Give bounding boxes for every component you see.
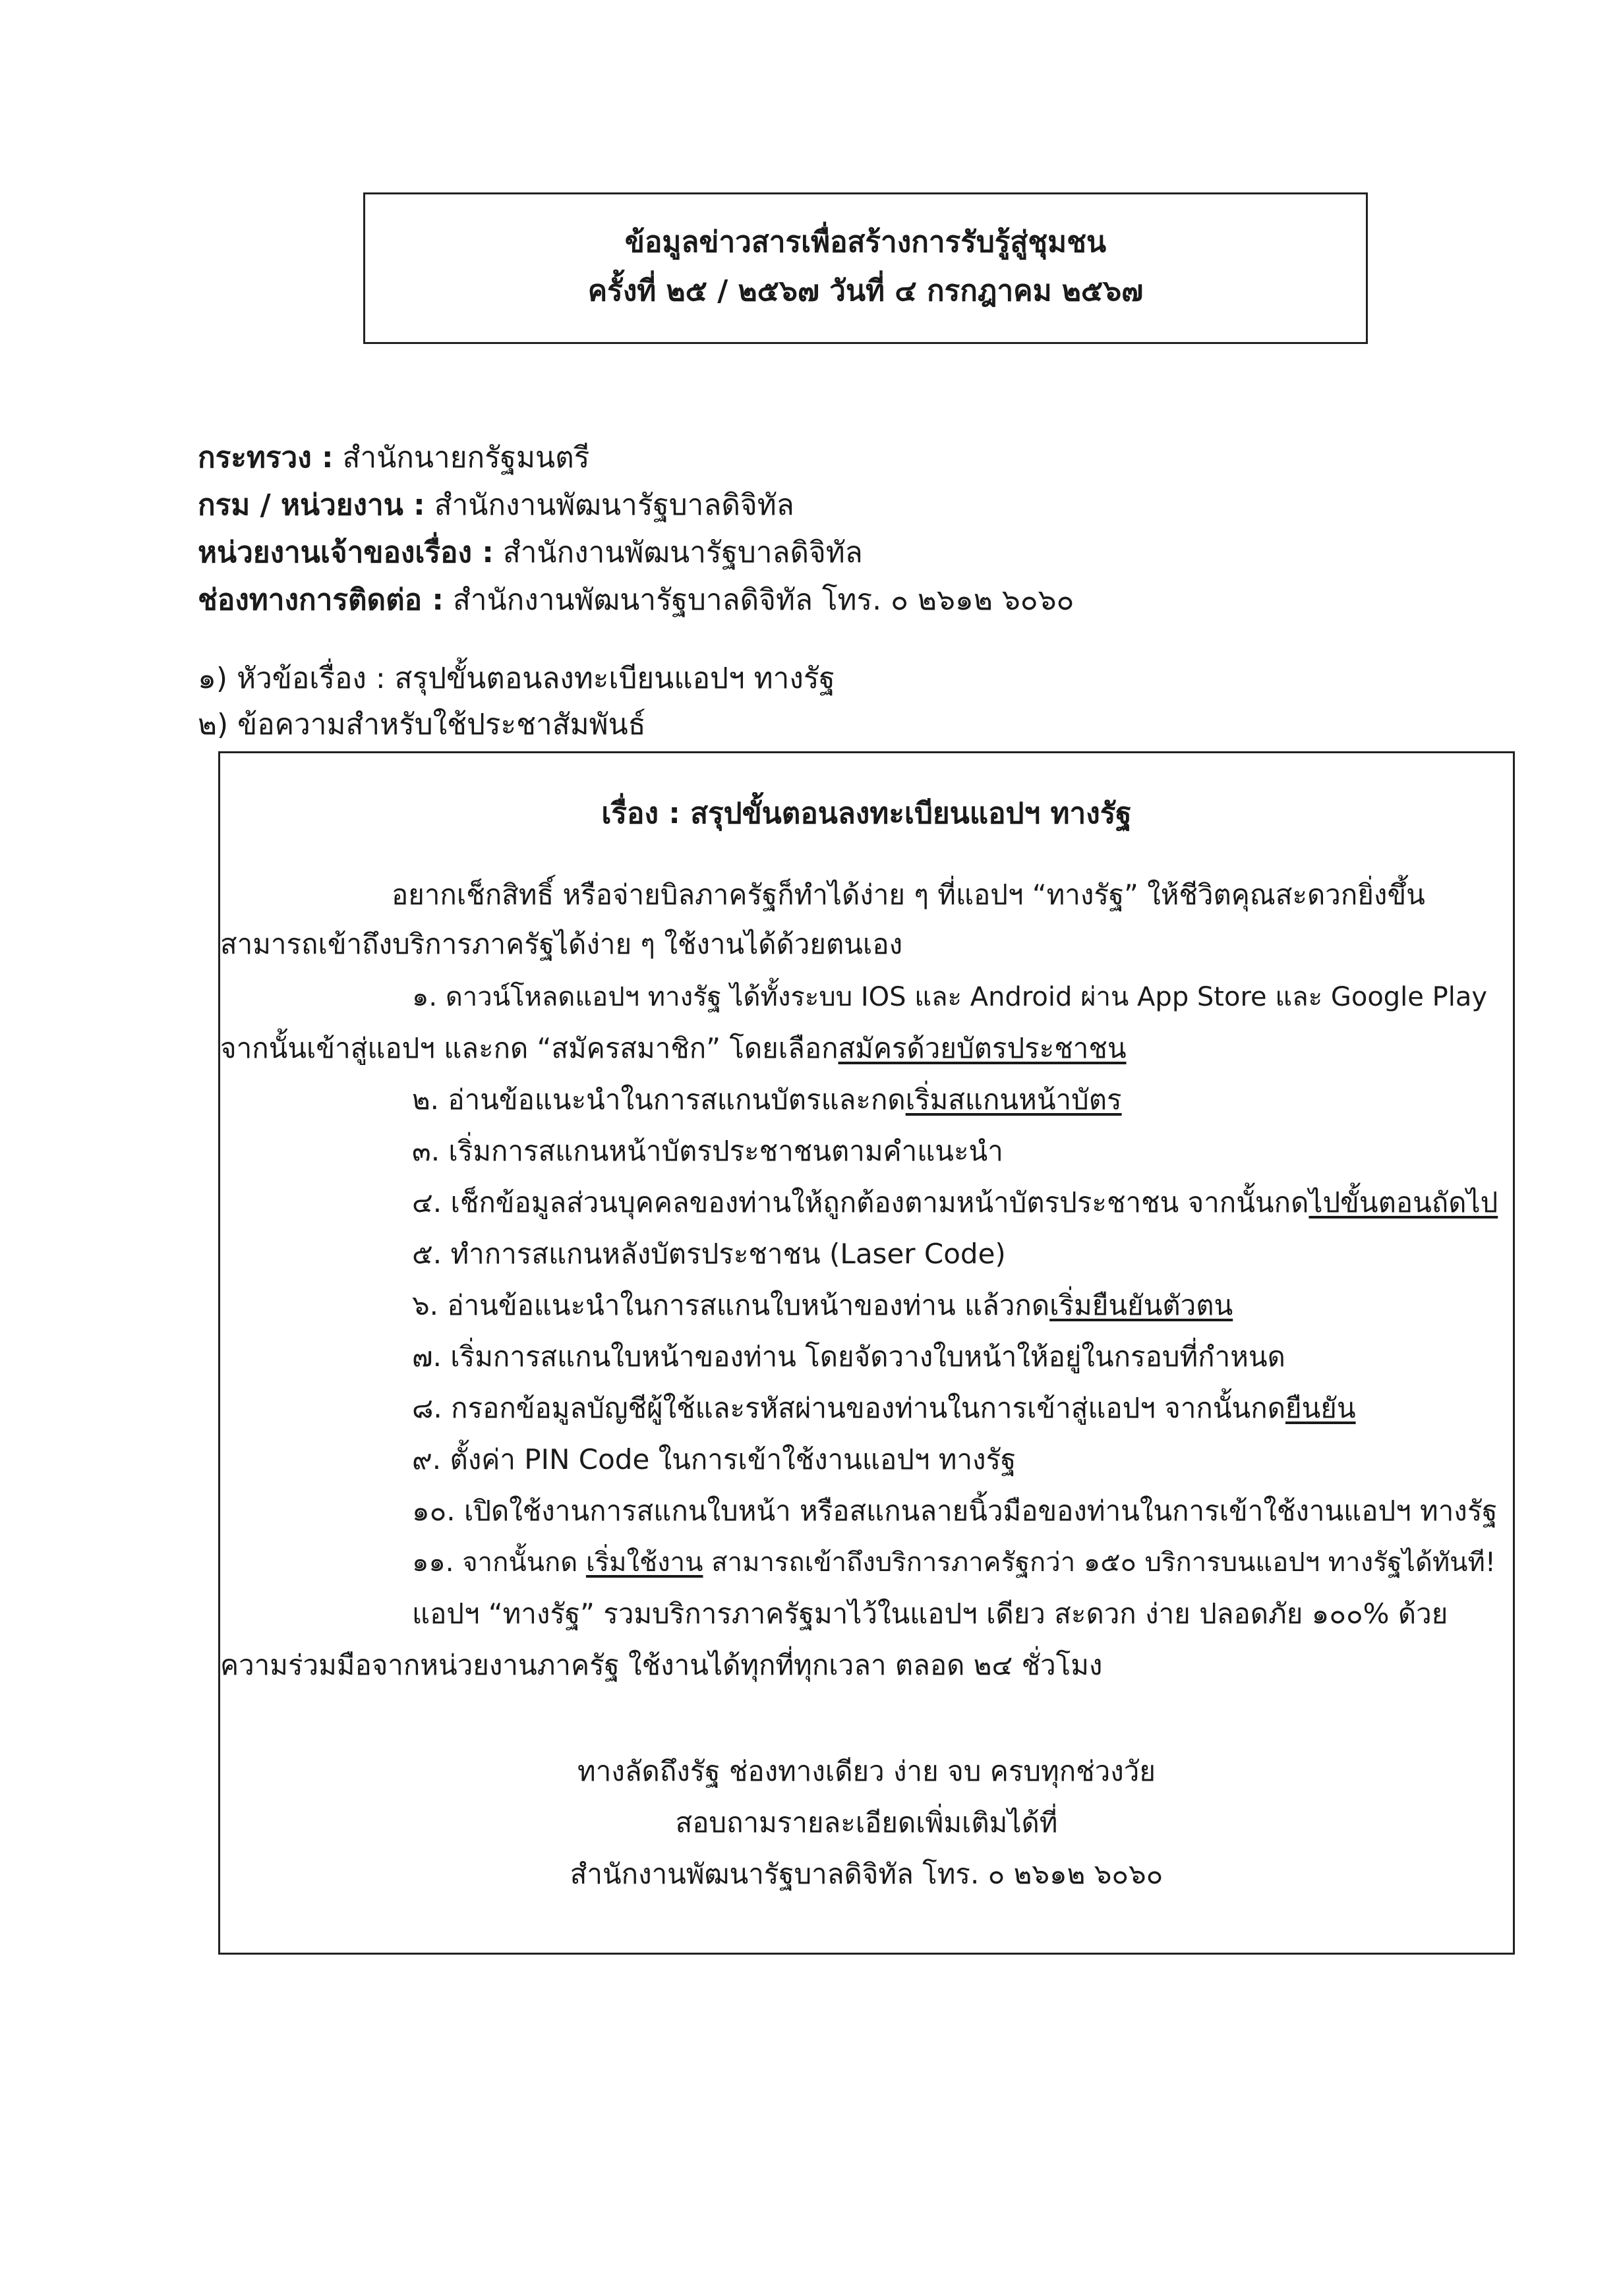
topic-1: ๑) หัวข้อเรื่อง : สรุปขั้นตอนลงทะเบียนแอปฯ ทางรัฐ (198, 662, 835, 695)
contact-value: สำนักงานพัฒนารัฐบาลดิจิทัล โทร. ๐ ๒๖๑๒ ๖๐๖๐ (444, 583, 1074, 617)
step-11-text: ๑๑. จากนั้นกด (412, 1547, 586, 1578)
department-label: กรม / หน่วยงาน : (198, 488, 425, 522)
step-3: ๓. เริ่มการสแกนหน้าบัตรประชาชนตามคำแนะนำ (412, 1135, 1003, 1167)
contact-row (198, 581, 1074, 620)
ministry-row (198, 438, 589, 478)
owner-value: สำนักงานพัฒนารัฐบาลดิจิทัล (493, 536, 863, 569)
step-8-text: ๘. กรอกข้อมูลบัญชีผู้ใช้และรหัสผ่านของท่านในการเข้าสู่แอปฯ จากนั้นกด (412, 1392, 1285, 1424)
outro-line-1: แอปฯ “ทางรัฐ” รวมบริการภาครัฐมาไว้ในแอปฯ เดียว สะดวก ง่าย ปลอดภัย ๑๐๐% ด้วย (412, 1597, 1448, 1630)
step-1-line-1: ๑. ดาวน์โหลดแอปฯ ทางรัฐ ได้ทั้งระบบ IOS และ Android ผ่าน App Store และ Google Play (412, 982, 1488, 1012)
step-2-underlined: เริ่มสแกนหน้าบัตร (905, 1083, 1122, 1116)
press-release-box (218, 751, 1515, 1955)
department-value: สำนักงานพัฒนารัฐบาลดิจิทัล (425, 488, 794, 522)
topic-2: ๒) ข้อความสำหรับใช้ประชาสัมพันธ์ (198, 708, 646, 741)
step-6-underlined: เริ่มยืนยันตัวตน (1049, 1289, 1233, 1321)
owner-label: หน่วยงานเจ้าของเรื่อง : (198, 536, 494, 569)
step-11 (412, 1543, 1496, 1582)
step-11-underlined: เริ่มใช้งาน (585, 1547, 703, 1578)
document-title: ข้อมูลข่าวสารเพื่อสร้างการรับรู้สู่ชุมชน (624, 225, 1107, 259)
intro-line-1: อยากเช็กสิทธิ์ หรือจ่ายบิลภาครัฐก็ทำได้ง่าย ๆ ที่แอปฯ “ทางรัฐ” ให้ชีวิตคุณสะดวกยิ่งขึ้น (392, 878, 1425, 911)
step-4-text: ๔. เช็กข้อมูลส่วนบุคคลของท่านให้ถูกต้องตามหน้าบัตรประชาชน จากนั้นกด (412, 1186, 1309, 1219)
step-1-text: จากนั้นเข้าสู่แอปฯ และกด “สมัครสมาชิก” โดยเลือก (220, 1032, 839, 1064)
contact-label: ช่องทางการติดต่อ : (198, 583, 444, 617)
step-4-underlined: ไปขั้นตอนถัดไป (1309, 1186, 1498, 1219)
footer-inquiry: สอบถามรายละเอียดเพิ่มเติมได้ที่ (675, 1806, 1058, 1839)
footer-contact: สำนักงานพัฒนารัฐบาลดิจิทัล โทร. ๐ ๒๖๑๒ ๖๐๖๐ (570, 1858, 1163, 1890)
step-8 (412, 1389, 1356, 1428)
step-6 (412, 1286, 1233, 1325)
step-8-underlined: ยืนยัน (1285, 1392, 1356, 1424)
document-issue-line: ครั้งที่ ๒๕ / ๒๕๖๗ วันที่ ๔ กรกฎาคม ๒๕๖๗ (587, 274, 1144, 308)
step-5: ๕. ทำการสแกนหลังบัตรประชาชน (Laser Code) (412, 1238, 1006, 1270)
step-10: ๑๐. เปิดใช้งานการสแกนใบหน้า หรือสแกนลายนิ้วมือของท่านในการเข้าใช้งานแอปฯ ทางรัฐ (412, 1495, 1498, 1527)
footer-slogan: ทางลัดถึงรัฐ ช่องทางเดียว ง่าย จบ ครบทุกช่วงวัย (577, 1755, 1156, 1787)
ministry-label: กระทรวง : (198, 441, 334, 474)
step-7: ๗. เริ่มการสแกนใบหน้าของท่าน โดยจัดวางใบหน้าให้อยู่ในกรอบที่กำหนด (412, 1340, 1285, 1373)
step-6-text: ๖. อ่านข้อแนะนำในการสแกนใบหน้าของท่าน แล้วกด (412, 1289, 1050, 1321)
content-title: เรื่อง : สรุปขั้นตอนลงทะเบียนแอปฯ ทางรัฐ (601, 797, 1132, 830)
step-1-underlined: สมัครด้วยบัตรประชาชน (838, 1032, 1127, 1064)
owner-row (198, 533, 863, 573)
outro-line-2: ความร่วมมือจากหน่วยงานภาครัฐ ใช้งานได้ทุกที่ทุกเวลา ตลอด ๒๔ ชั่วโมง (220, 1649, 1103, 1681)
step-1-line-2 (220, 1029, 1127, 1068)
step-2 (412, 1080, 1122, 1120)
intro-line-2: สามารถเข้าถึงบริการภาครัฐได้ง่าย ๆ ใช้งานได้ด้วยตนเอง (220, 928, 903, 960)
department-row (198, 486, 794, 525)
step-2-text: ๒. อ่านข้อแนะนำในการสแกนบัตรและกด (412, 1083, 906, 1116)
ministry-value: สำนักนายกรัฐมนตรี (333, 441, 590, 474)
document-header-box (363, 192, 1368, 344)
step-9: ๙. ตั้งค่า PIN Code ในการเข้าใช้งานแอปฯ ทางรัฐ (412, 1443, 1016, 1476)
step-11-text-end: สามารถเข้าถึงบริการภาครัฐกว่า ๑๕๐ บริการบนแอปฯ ทางรัฐได้ทันที! (703, 1547, 1496, 1578)
step-4 (412, 1183, 1498, 1222)
